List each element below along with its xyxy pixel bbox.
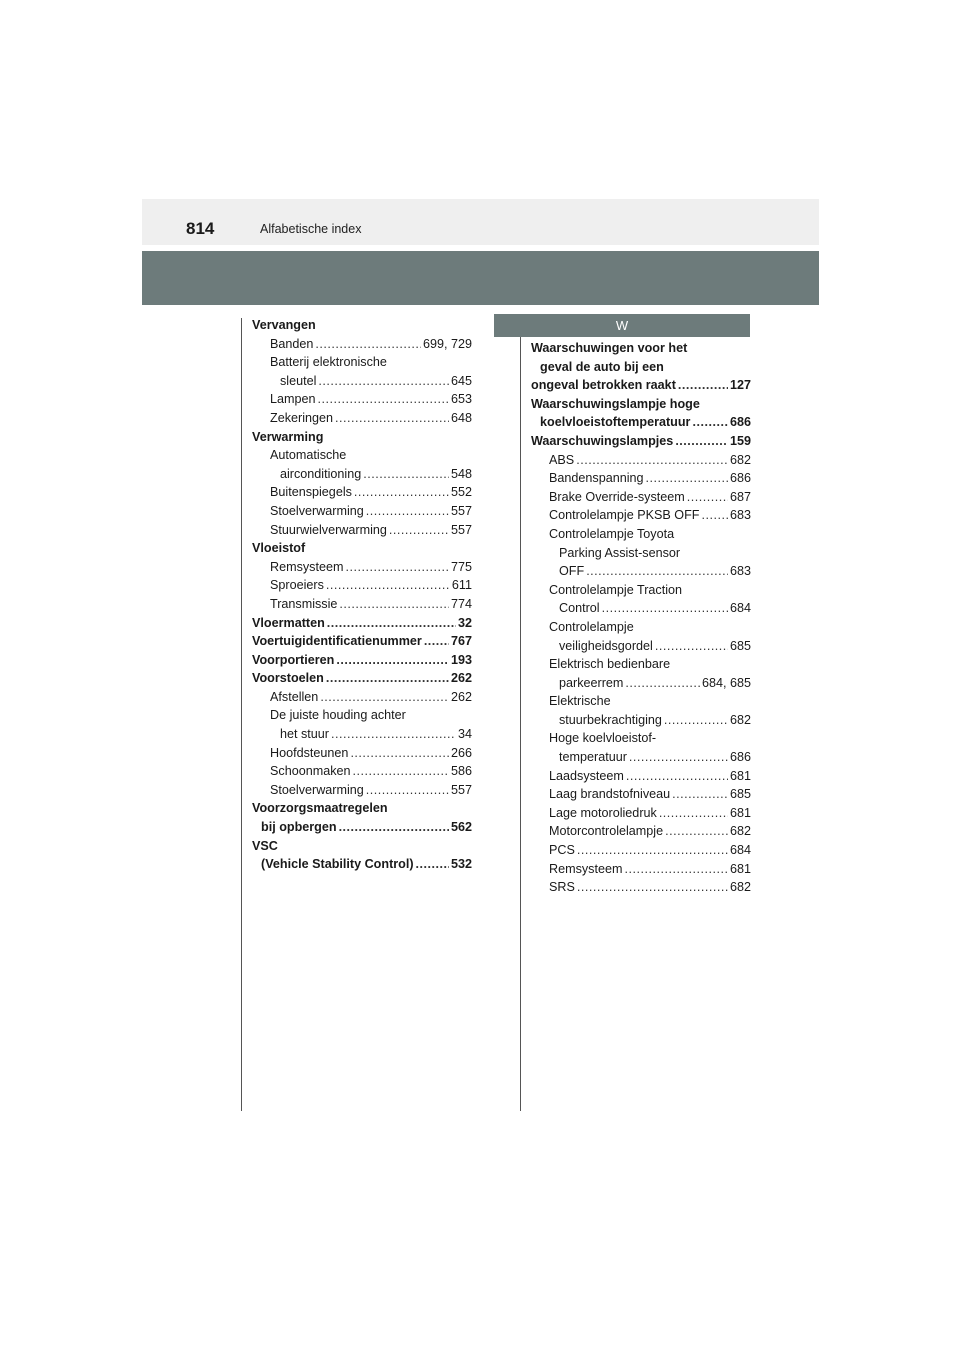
index-entry-term: parkeerrem [559, 675, 624, 690]
right-index-column [531, 341, 751, 899]
index-entry [252, 690, 472, 709]
index-entry-page: 653 [450, 392, 472, 407]
letter-tab: W [494, 314, 750, 337]
index-entry-page: 552 [450, 485, 472, 500]
index-entry [252, 839, 472, 858]
index-entry-page: 767 [450, 634, 472, 649]
index-entry-term: Controlelampje Traction [549, 582, 682, 597]
dot-leader [678, 378, 728, 392]
index-entry [252, 523, 472, 542]
index-entry-page: 32 [457, 615, 472, 630]
index-entry-page: 611 [451, 578, 472, 593]
index-entry-term: Zekeringen [270, 410, 334, 425]
dot-leader [318, 374, 449, 388]
dot-leader [363, 467, 449, 481]
index-entry-page: 266 [450, 745, 472, 760]
index-entry-term: Transmissie [270, 596, 338, 611]
index-entry [531, 694, 751, 713]
index-entry-term: airconditioning [280, 466, 362, 481]
index-entry [531, 583, 751, 602]
index-entry-page: 683 [729, 564, 751, 579]
dot-leader [318, 392, 449, 406]
dot-leader [339, 597, 449, 611]
index-entry [531, 601, 751, 620]
dot-leader [577, 880, 728, 894]
index-entry-term: Brake Override-systeem [549, 489, 685, 504]
index-entry [531, 415, 751, 434]
index-entry-term: Banden [270, 336, 314, 351]
page-number: 814 [186, 219, 215, 238]
index-entry-page: 557 [450, 782, 472, 797]
index-entry [252, 616, 472, 635]
index-entry [252, 653, 472, 672]
index-entry-term: ABS [549, 452, 575, 467]
dot-leader [625, 676, 700, 690]
index-entry [252, 355, 472, 374]
section-title: Alfabetische index [260, 222, 362, 236]
index-entry-term: Hoofdsteunen [270, 745, 349, 760]
index-entry [531, 360, 751, 379]
index-entry-page: 645 [450, 373, 472, 388]
index-entry [531, 564, 751, 583]
index-entry-term: Laag brandstofniveau [549, 787, 671, 802]
index-entry-term: Waarschuwingen voor het [531, 341, 688, 355]
index-entry [252, 560, 472, 579]
index-entry [531, 750, 751, 769]
index-entry-page: 681 [729, 805, 751, 820]
left-column-rule [241, 318, 242, 1111]
dot-leader [576, 453, 728, 467]
index-entry-term: Buitenspiegels [270, 485, 352, 500]
dot-leader [602, 601, 728, 615]
index-entry-page: 681 [729, 861, 751, 876]
index-entry [531, 769, 751, 788]
index-entry-page: 686 [729, 415, 751, 430]
index-entry [252, 857, 472, 876]
index-entry [531, 880, 751, 899]
index-entry-term: koelvloeistoftemperatuur [540, 415, 691, 430]
index-entry-page: 681 [729, 768, 751, 783]
index-entry [252, 820, 472, 839]
index-entry-page: 683 [729, 508, 751, 523]
index-entry-term: Motorcontrolelampje [549, 824, 664, 839]
index-entry-term: Waarschuwingslampje hoge [531, 396, 700, 411]
index-entry-page: 159 [729, 433, 751, 448]
dot-leader [331, 727, 456, 741]
index-entry-page: 682 [729, 880, 751, 895]
index-entry [531, 434, 751, 453]
index-entry [252, 504, 472, 523]
dot-leader [655, 639, 728, 653]
index-entry [531, 862, 751, 881]
index-entry-term: Automatische [270, 448, 347, 463]
index-entry [252, 727, 472, 746]
index-entry-page: 557 [450, 522, 472, 537]
index-entry-term: Remsysteem [549, 861, 623, 876]
left-index-column [252, 318, 472, 876]
dot-leader [389, 523, 449, 537]
dot-leader [350, 746, 449, 760]
index-entry [531, 527, 751, 546]
index-entry [531, 508, 751, 527]
dot-leader [646, 471, 728, 485]
index-entry [252, 448, 472, 467]
index-entry-term: Parking Assist-sensor [559, 545, 681, 560]
index-entry [531, 397, 751, 416]
dot-leader [624, 862, 728, 876]
index-entry-term: sleutel [280, 373, 317, 388]
dot-leader [675, 434, 728, 448]
index-entry [531, 657, 751, 676]
index-entry [252, 411, 472, 430]
index-entry [252, 467, 472, 486]
index-entry [531, 824, 751, 843]
index-entry-page: 193 [450, 652, 472, 667]
dot-leader [416, 857, 449, 871]
index-entry-term: temperatuur [559, 750, 627, 765]
index-entry-term: Voorportieren [252, 652, 335, 667]
index-entry-page: 34 [457, 727, 472, 742]
index-entry-term: Controlelampje Toyota [549, 526, 675, 541]
index-entry [252, 597, 472, 616]
index-entry-term: Bandenspanning [549, 471, 644, 486]
dot-leader [586, 564, 728, 578]
dot-leader [577, 843, 728, 857]
dot-leader [665, 824, 728, 838]
index-entry-term: Verwarming [252, 429, 324, 444]
index-entry-term: ongeval betrokken raakt [531, 378, 676, 393]
index-entry-term: Control [559, 601, 600, 616]
index-entry-page: 684 [729, 843, 751, 858]
index-entry [252, 318, 472, 337]
index-entry-page: 262 [450, 689, 472, 704]
index-entry [252, 671, 472, 690]
index-entry [531, 676, 751, 695]
index-entry [531, 378, 751, 397]
dot-leader [626, 769, 728, 783]
index-entry-term: Elektrisch bedienbare [549, 657, 671, 672]
index-entry-term: het stuur [280, 727, 330, 742]
index-entry [531, 620, 751, 639]
dot-leader [629, 750, 728, 764]
index-entry [531, 731, 751, 750]
dot-leader [354, 485, 449, 499]
dot-leader [687, 490, 728, 504]
header-bar [142, 199, 819, 245]
index-entry-page: 532 [450, 857, 472, 872]
index-entry-term: VSC [252, 838, 278, 853]
index-entry-term: Schoonmaken [270, 764, 351, 779]
index-entry-page: 687 [729, 489, 751, 504]
right-column-rule [520, 337, 521, 1111]
index-entry [531, 713, 751, 732]
dot-leader [345, 560, 449, 574]
index-entry-term: bij opbergen [261, 820, 337, 835]
dot-leader [326, 671, 449, 685]
index-entry [252, 634, 472, 653]
index-entry-page: 682 [729, 452, 751, 467]
index-entry-term: Voertuigidentificatienummer [252, 634, 422, 649]
index-entry [252, 337, 472, 356]
index-entry [531, 787, 751, 806]
dot-leader [320, 690, 449, 704]
index-entry [531, 471, 751, 490]
index-entry-term: Vloeistof [252, 541, 306, 556]
index-entry-page: 127 [729, 378, 751, 393]
index-entry-term: Stuurwielverwarming [270, 522, 387, 537]
index-entry-term: Elektrische [549, 694, 611, 709]
index-entry-term: Stoelverwarming [270, 503, 364, 518]
index-entry-term: Batterij elektronische [270, 355, 387, 370]
index-entry-page: 685 [729, 638, 751, 653]
index-entry-term: PCS [549, 843, 575, 858]
index-entry-term: Vervangen [252, 318, 316, 332]
index-entry-page: 686 [729, 750, 751, 765]
dot-leader [353, 764, 449, 778]
index-entry-page: 684 [729, 601, 751, 616]
index-entry [531, 843, 751, 862]
index-entry-term: De juiste houding achter [270, 708, 406, 723]
index-entry [252, 578, 472, 597]
index-entry-page: 775 [450, 559, 472, 574]
index-entry [252, 764, 472, 783]
index-entry [531, 806, 751, 825]
index-entry [252, 485, 472, 504]
index-entry-term: Hoge koelvloeistof- [549, 731, 657, 746]
index-entry-term: Lage motoroliedruk [549, 805, 657, 820]
index-entry-page: 685 [729, 787, 751, 802]
index-entry [531, 453, 751, 472]
index-entry-page: 548 [450, 466, 472, 481]
dot-leader [336, 653, 449, 667]
index-entry-term: Controlelampje PKSB OFF [549, 508, 700, 523]
dot-leader [692, 415, 728, 429]
dot-leader [664, 713, 728, 727]
index-entry-page: 699, 729 [422, 336, 472, 351]
index-entry [252, 541, 472, 560]
index-entry-term: stuurbekrachtiging [559, 712, 662, 727]
index-entry-term: Waarschuwingslampjes [531, 433, 674, 448]
index-entry-page: 686 [729, 471, 751, 486]
dot-leader [659, 806, 728, 820]
index-entry-term: Laadsysteem [549, 768, 624, 783]
index-entry-term: (Vehicle Stability Control) [261, 857, 414, 872]
index-entry-page: 774 [450, 596, 472, 611]
index-entry-term: veiligheidsgordel [559, 638, 653, 653]
dot-leader [672, 787, 728, 801]
index-entry-term: Sproeiers [270, 578, 324, 593]
index-entry [531, 546, 751, 565]
dot-leader [335, 411, 449, 425]
index-entry-page: 684, 685 [701, 675, 751, 690]
dot-leader [366, 783, 449, 797]
index-entry-term: Voorstoelen [252, 671, 324, 686]
index-entry-term: geval de auto bij een [540, 359, 664, 374]
index-entry [252, 801, 472, 820]
dot-leader [424, 634, 449, 648]
index-entry [252, 783, 472, 802]
index-entry-page: 682 [729, 712, 751, 727]
index-entry-term: Controlelampje [549, 619, 634, 634]
index-entry-term: Remsysteem [270, 559, 344, 574]
index-entry [531, 341, 751, 360]
index-entry [531, 490, 751, 509]
index-entry-term: SRS [549, 880, 575, 895]
index-entry-page: 586 [450, 764, 472, 779]
header-band [142, 251, 819, 305]
index-entry-page: 648 [450, 410, 472, 425]
index-entry-term: Stoelverwarming [270, 782, 364, 797]
index-entry-term: Voorzorgsmaatregelen [252, 801, 388, 816]
index-entry [252, 430, 472, 449]
index-entry [252, 708, 472, 727]
index-entry-term: Vloermatten [252, 615, 325, 630]
index-entry-term: Afstellen [270, 689, 319, 704]
index-entry [531, 639, 751, 658]
index-entry [252, 746, 472, 765]
index-entry-page: 562 [450, 820, 472, 835]
index-entry-term: Lampen [270, 392, 316, 407]
dot-leader [366, 504, 449, 518]
dot-leader [326, 578, 450, 592]
index-entry-page: 262 [450, 671, 472, 686]
dot-leader [315, 337, 421, 351]
index-entry [252, 374, 472, 393]
index-entry-page: 557 [450, 503, 472, 518]
index-entry-page: 682 [729, 824, 751, 839]
index-entry-term: OFF [559, 564, 585, 579]
dot-leader [339, 820, 449, 834]
dot-leader [327, 616, 456, 630]
dot-leader [701, 508, 728, 522]
index-entry [252, 392, 472, 411]
